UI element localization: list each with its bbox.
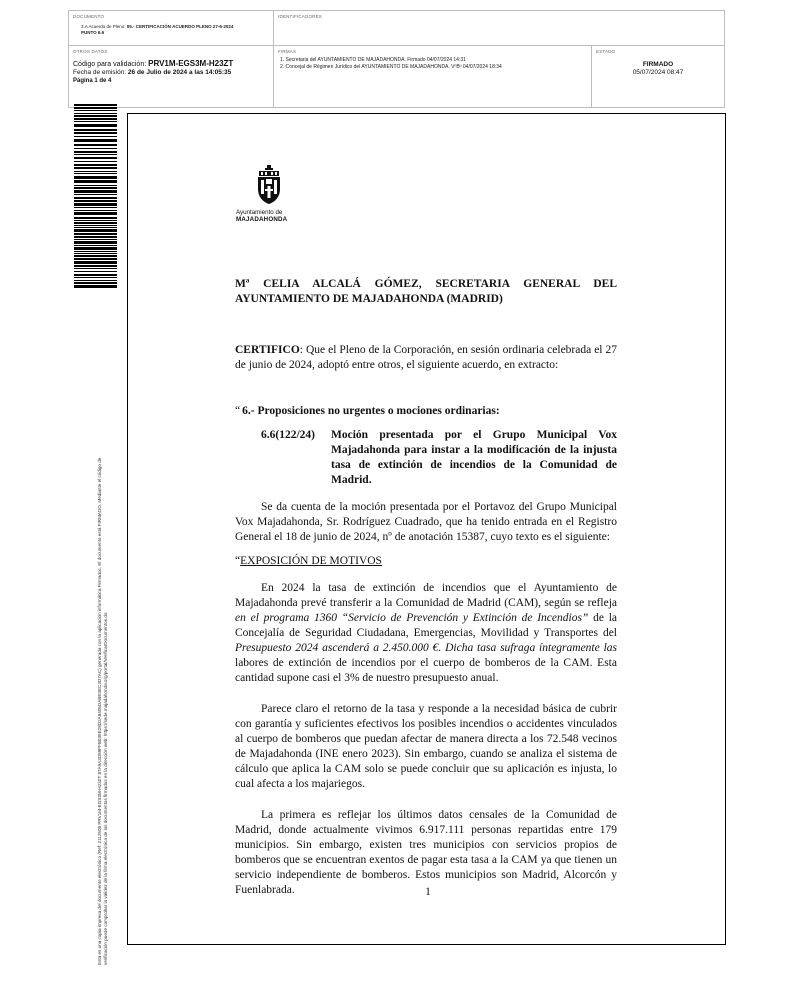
barcode-stripe <box>74 132 117 134</box>
barcode-stripe <box>74 187 117 189</box>
barcode-stripe <box>74 136 117 137</box>
barcode-stripe <box>74 203 117 206</box>
validation-code: Código para validación: PRV1M-EGS3M-H23ZT <box>73 59 234 68</box>
exposicion-title: “EXPOSICIÓN DE MOTIVOS <box>235 555 382 567</box>
signature-entry: 1. Secretaria del AYUNTAMIENTO DE MAJADAHONDA. Firmado 04/07/2024 14:31 <box>280 57 466 63</box>
barcode-stripe <box>74 129 117 131</box>
barcode-stripe <box>74 144 117 146</box>
barcode-stripe <box>74 261 117 264</box>
barcode-stripe <box>74 227 117 228</box>
barcode-stripe <box>74 171 117 172</box>
barcode-stripe <box>74 220 117 221</box>
barcode-stripe <box>74 104 117 106</box>
intro-paragraph: Se da cuenta de la moción presentada por el Portavoz del Grupo Municipal Vox Majadahonda, Sr. Rodríguez Cuadrado, que ha tenido entrada en el Registro General el 18 de junio de 2024, nº de anotación 15387, cuyo texto es el siguiente: <box>235 501 617 543</box>
coat-of-arms-icon <box>252 165 286 205</box>
certifico-paragraph: CERTIFICO: Que el Pleno de la Corporación, en sesión ordinaria celebrada el 27 de junio de 2024, adoptó entre otros, el siguiente acuerdo, en extracto: <box>235 344 617 371</box>
barcode-stripe <box>74 253 117 254</box>
barcode-stripe <box>74 255 117 257</box>
barcode-stripe <box>74 247 117 250</box>
barcode-stripe <box>74 164 117 166</box>
barcode-stripe <box>74 110 117 111</box>
verification-side-text <box>97 295 109 965</box>
paragraph-2: Parece claro el retorno de la tasa y responde a la necesidad básica de cubrir con garantía y suficientes efectivos los posibles incendios o accidentes vinculados al cuerpo de bomberos que puedan afectar de manera directa a los 72.548 vecinos de Majadahonda (INE enero 2023). Sin embargo, cuando se analiza el sistema de cálculo que aplica la CAM solo se puede concluir que su aplicación es injusta, lo cual afecta a los majariegos. <box>235 703 617 790</box>
barcode-stripe <box>74 251 117 253</box>
barcode-stripe <box>74 241 117 244</box>
barcode-stripe <box>74 115 117 117</box>
barcode-stripe <box>74 161 117 162</box>
estado-cell <box>592 46 724 107</box>
barcode-stripe <box>74 190 117 193</box>
documento-punto: PUNTO 6.6 <box>81 30 105 35</box>
certifico-label: CERTIFICO <box>235 344 300 356</box>
page-count: Página 1 de 4 <box>73 78 112 84</box>
barcode-stripe <box>74 222 117 224</box>
barcode-stripe <box>74 236 117 238</box>
barcode-stripe <box>74 113 117 114</box>
barcode-stripe <box>74 194 117 195</box>
document-header-details <box>68 46 725 108</box>
municipal-logo <box>236 165 306 223</box>
documento-cell <box>69 11 274 45</box>
verification-line: Esta es una copia impresa del documento electrónico (Ref: 2112508 PRV1M-EGS3M-H23ZT 87A9A3D89FFB035E28D2A8405DABE3EC4D7AC) generada con la aplicación informática Firmadoc. El documento está FIRMADO. Mediante el código de <box>97 457 102 965</box>
firmas-label: FIRMAS <box>278 49 297 54</box>
barcode-stripe <box>74 207 117 208</box>
barcode-stripe <box>74 225 117 226</box>
logo-line1: Ayuntamiento de <box>236 209 283 216</box>
page-number: 1 <box>425 886 431 898</box>
barcode-stripe <box>74 271 117 272</box>
barcode-stripe <box>74 285 117 288</box>
barcode-stripe <box>74 274 117 276</box>
document-header <box>68 10 725 46</box>
barcode-stripe <box>74 167 117 169</box>
barcode-stripe <box>74 282 117 284</box>
barcode-stripe <box>74 245 117 246</box>
status-badge: FIRMADO <box>642 61 674 68</box>
otros-datos-label: OTROS DATOS <box>73 49 108 54</box>
barcode-stripe <box>74 185 117 186</box>
barcode-stripe <box>74 265 117 267</box>
barcode-stripe <box>74 197 117 199</box>
barcode-stripe <box>74 268 117 269</box>
barcode-stripe <box>74 173 117 174</box>
section-heading: “ 6.- Proposiciones no urgentes o mociones ordinarias: <box>235 405 500 417</box>
issue-date: Fecha de emisión: 26 de Julio de 2024 a las 14:05:35 <box>73 69 232 76</box>
barcode-stripe <box>74 180 117 183</box>
barcode-stripe <box>74 154 117 155</box>
barcode-stripe <box>74 217 117 219</box>
motion-number: 6.6(122/24) <box>261 429 315 441</box>
barcode-stripe <box>74 212 117 215</box>
barcode-stripe <box>74 277 117 278</box>
document-body <box>235 277 617 898</box>
barcode-stripe <box>74 176 117 179</box>
documento-reference: 3.A Acuerdo de Pleno: 05.- CERTIFICACIÓN ACUERDO PLENO 27-6-2024 PUNTO 6.6 <box>81 24 234 35</box>
validation-code-value[interactable]: PRV1M-EGS3M-H23ZT <box>148 59 234 68</box>
barcode-stripe <box>74 124 117 127</box>
documento-label: DOCUMENTO <box>73 14 105 19</box>
barcode <box>74 104 117 290</box>
barcode-stripe <box>74 151 117 153</box>
motion-title: Moción presentada por el Grupo Municipal Vox Majadahonda para instar a la modificación de la injusta tasa de extinción de incendios de la Comunidad de Madrid. <box>331 429 617 486</box>
barcode-stripe <box>74 233 117 235</box>
barcode-stripe <box>74 107 117 109</box>
barcode-stripe <box>74 139 117 142</box>
firmas-cell <box>274 46 592 107</box>
status-date: 05/07/2024 08:47 <box>632 69 684 76</box>
barcode-stripe <box>74 148 117 149</box>
barcode-stripe <box>74 118 117 120</box>
barcode-stripe <box>74 239 117 240</box>
barcode-stripe <box>74 258 117 260</box>
estado-label: ESTADO <box>596 49 616 54</box>
motion-heading <box>261 428 617 488</box>
signature-list <box>278 57 587 71</box>
signature-entry: 2. Concejal de Régimen Jurídico del AYUNTAMIENTO DE MAJADAHONDA. VºBº 04/07/2024 18:34 <box>280 64 502 70</box>
document-heading: Mª CELIA ALCALÁ GÓMEZ, SECRETARIA GENERAL DEL AYUNTAMIENTO DE MAJADAHONDA (MADRID) <box>235 278 617 305</box>
barcode-stripe <box>74 200 117 202</box>
barcode-stripe <box>74 121 117 122</box>
logo-line2: MAJADAHONDA <box>236 216 288 223</box>
identificadores-cell <box>274 11 724 45</box>
identificadores-label: IDENTIFICADORES <box>278 14 323 19</box>
barcode-stripe <box>74 229 117 232</box>
barcode-stripe <box>74 157 117 160</box>
barcode-stripe <box>74 210 117 211</box>
paragraph-3: La primera es reflejar los últimos datos censales de la Comunidad de Madrid, donde actualmente vivimos 6.917.111 personas repartidas entre 179 municipios. Sin embargo, existen tres municipios con servicios propios de bomberos que se encuentran exentos de pagar esta tasa a la CAM ya que tienen un servicio independiente de bomberos. Estos municipios son Madrid, Alcorcón y Fuenlabrada. <box>235 809 617 896</box>
paragraph-1: En 2024 la tasa de extinción de incendios que el Ayuntamiento de Majadahonda prevé transferir a la Comunidad de Madrid (CAM), según se refleja en el programa 1360 “Servicio de Prevención y Extinción de Incendios” de la Concejalía de Seguridad Ciudadana, Emergencias, Movilidad y Transportes del Presupuesto 2024 ascenderá a 2.450.000 €. Dicha tasa sufraga íntegramente las labores de extinción de incendios por el cuerpo de bomberos de la CAM. Esta cantidad supone casi el 3% de nuestro presupuesto anual. <box>235 582 617 684</box>
verification-line: verificación puede comprobar la validez de la firma electrónica de los documentos firmados en la dirección web: https://sede.majadahonda.org/portal/VerificarDocumentos.do <box>103 612 108 965</box>
barcode-stripe <box>74 280 117 281</box>
otros-datos-cell <box>69 46 274 107</box>
